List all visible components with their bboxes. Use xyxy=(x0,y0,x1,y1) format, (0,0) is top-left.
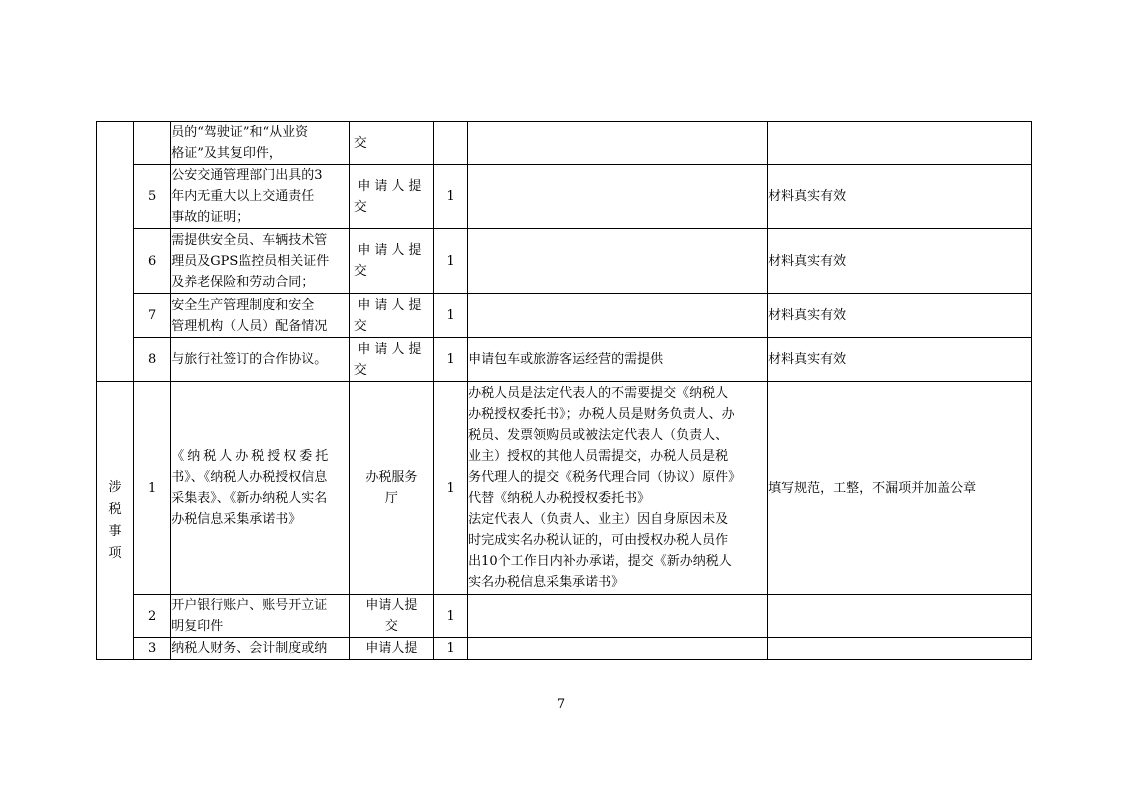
source-cell xyxy=(349,338,433,382)
table-row xyxy=(97,165,1032,229)
count-cell xyxy=(434,122,468,165)
category-label: 涉 税 事 项 xyxy=(108,479,122,561)
material-line: 及养老保险和劳动合同； xyxy=(171,274,315,290)
note-line: 业主）授权的其他人员需提交，办税人员是税 xyxy=(468,449,729,464)
source-line: 申请人提 xyxy=(357,341,426,357)
requirement-cell: 材料真实有效 xyxy=(768,294,1032,338)
note-cell xyxy=(468,638,768,660)
source-cell xyxy=(349,595,433,638)
note-line: 办税授权委托书》；办税人员是财务负责人、办 xyxy=(468,407,735,422)
source-cell xyxy=(349,382,433,595)
note-cell xyxy=(468,382,768,595)
requirement-cell: 材料真实有效 xyxy=(768,229,1032,294)
row-number: 1 xyxy=(134,382,171,595)
material-line: 年内无重大以上交通责任 xyxy=(171,189,315,204)
table-row xyxy=(97,595,1032,638)
note-cell xyxy=(468,338,768,382)
count-cell: 1 xyxy=(434,229,468,294)
source-cell xyxy=(349,638,433,660)
note-line: 申请包车或旅游客运经营的需提供 xyxy=(468,352,664,367)
count-cell: 1 xyxy=(434,638,468,660)
category-cell xyxy=(97,122,134,382)
material-line: 书》、《纳税人办税授权信息 xyxy=(171,470,328,485)
source-cell xyxy=(349,229,433,294)
material-line: 明复印件 xyxy=(171,619,224,634)
requirement-cell: 材料真实有效 xyxy=(768,338,1032,382)
row-number: 3 xyxy=(134,638,171,660)
table-row xyxy=(97,638,1032,660)
note-cell xyxy=(468,165,768,229)
row-number xyxy=(134,122,171,165)
count-cell: 1 xyxy=(434,382,468,595)
material-line: 公安交通管理部门出具的3 xyxy=(171,168,323,183)
row-number: 2 xyxy=(134,595,171,638)
page-number: 7 xyxy=(556,697,566,712)
note-line: 务代理人的提交《税务代理合同（协议）原件》 xyxy=(468,470,742,485)
table-row xyxy=(97,338,1032,382)
note-line: 出10个工作日内补办承诺，提交《新办纳税人 xyxy=(468,554,732,569)
material-line: 开户银行账户、账号开立证 xyxy=(171,598,328,613)
source-cell xyxy=(349,165,433,229)
note-cell xyxy=(468,229,768,294)
row-number: 7 xyxy=(134,294,171,338)
source-line: 交 xyxy=(353,362,367,378)
material-cell xyxy=(171,122,350,165)
count-cell: 1 xyxy=(434,294,468,338)
material-line: 理员及GPS监控员相关证件 xyxy=(171,253,330,269)
source-line: 申请人提 xyxy=(365,598,418,613)
table-row xyxy=(97,294,1032,338)
table-row xyxy=(97,382,1032,595)
material-cell xyxy=(171,165,350,229)
note-line: 实名办税信息采集承诺书》 xyxy=(468,575,625,590)
note-line: 代替《纳税人办税授权委托书》 xyxy=(468,491,651,506)
row-number: 5 xyxy=(134,165,171,229)
note-line: 时完成实名办税认证的，可由授权办税人员作 xyxy=(468,533,729,548)
material-cell xyxy=(171,595,350,638)
requirement-cell xyxy=(768,638,1032,660)
row-number: 6 xyxy=(134,229,171,294)
source-line: 厅 xyxy=(384,491,398,506)
material-line: 需提供安全员、车辆技术管 xyxy=(171,232,328,248)
source-line: 申请人提 xyxy=(365,641,418,656)
source-line: 申请人提 xyxy=(357,297,426,313)
requirement-cell xyxy=(768,122,1032,165)
requirement-cell xyxy=(768,595,1032,638)
material-line: 办税信息采集承诺书》 xyxy=(171,512,302,527)
material-line: 员的“驾驶证”和“从业资 xyxy=(171,125,309,140)
source-line: 交 xyxy=(353,318,367,334)
count-cell: 1 xyxy=(434,165,468,229)
material-cell xyxy=(171,338,350,382)
material-line: 与旅行社签订的合作协议。 xyxy=(171,352,328,367)
source-line: 申请人提 xyxy=(357,178,426,194)
material-line: 《纳税人办税授权委托 xyxy=(171,449,332,464)
category-cell-tax xyxy=(97,382,134,660)
source-line: 交 xyxy=(353,199,367,215)
source-line: 交 xyxy=(353,264,367,279)
material-line: 管理机构（人员）配备情况 xyxy=(171,318,328,334)
note-cell xyxy=(468,595,768,638)
row-number: 8 xyxy=(134,338,171,382)
material-line: 纳税人财务、会计制度或纳 xyxy=(171,641,328,656)
material-cell xyxy=(171,382,350,595)
note-line: 税员、发票领购员或被法定代表人（负责人、 xyxy=(468,428,729,443)
source-line: 申请人提 xyxy=(357,243,426,258)
source-cell xyxy=(349,122,433,165)
note-line: 法定代表人（负责人、业主）因自身原因未及 xyxy=(468,512,729,527)
material-line: 安全生产管理制度和安全 xyxy=(171,297,315,313)
material-cell xyxy=(171,638,350,660)
material-line: 事故的证明； xyxy=(171,210,250,225)
table-row xyxy=(97,229,1032,294)
requirement-cell: 材料真实有效 xyxy=(768,165,1032,229)
materials-table xyxy=(96,121,1032,660)
count-cell: 1 xyxy=(434,595,468,638)
source-line: 办税服务 xyxy=(365,470,418,485)
material-line: 采集表》、《新办纳税人实名 xyxy=(171,491,328,506)
requirement-cell: 填写规范，工整，不漏项并加盖公章 xyxy=(768,382,1032,595)
note-cell xyxy=(468,294,768,338)
note-line: 办税人员是法定代表人的不需要提交《纳税人 xyxy=(468,386,729,401)
source-line: 交 xyxy=(353,135,367,151)
table-row xyxy=(97,122,1032,165)
material-cell xyxy=(171,294,350,338)
material-line: 格证”及其复印件， xyxy=(171,146,282,161)
count-cell: 1 xyxy=(434,338,468,382)
source-line: 交 xyxy=(384,619,398,634)
source-cell xyxy=(349,294,433,338)
material-cell xyxy=(171,229,350,294)
note-cell xyxy=(468,122,768,165)
